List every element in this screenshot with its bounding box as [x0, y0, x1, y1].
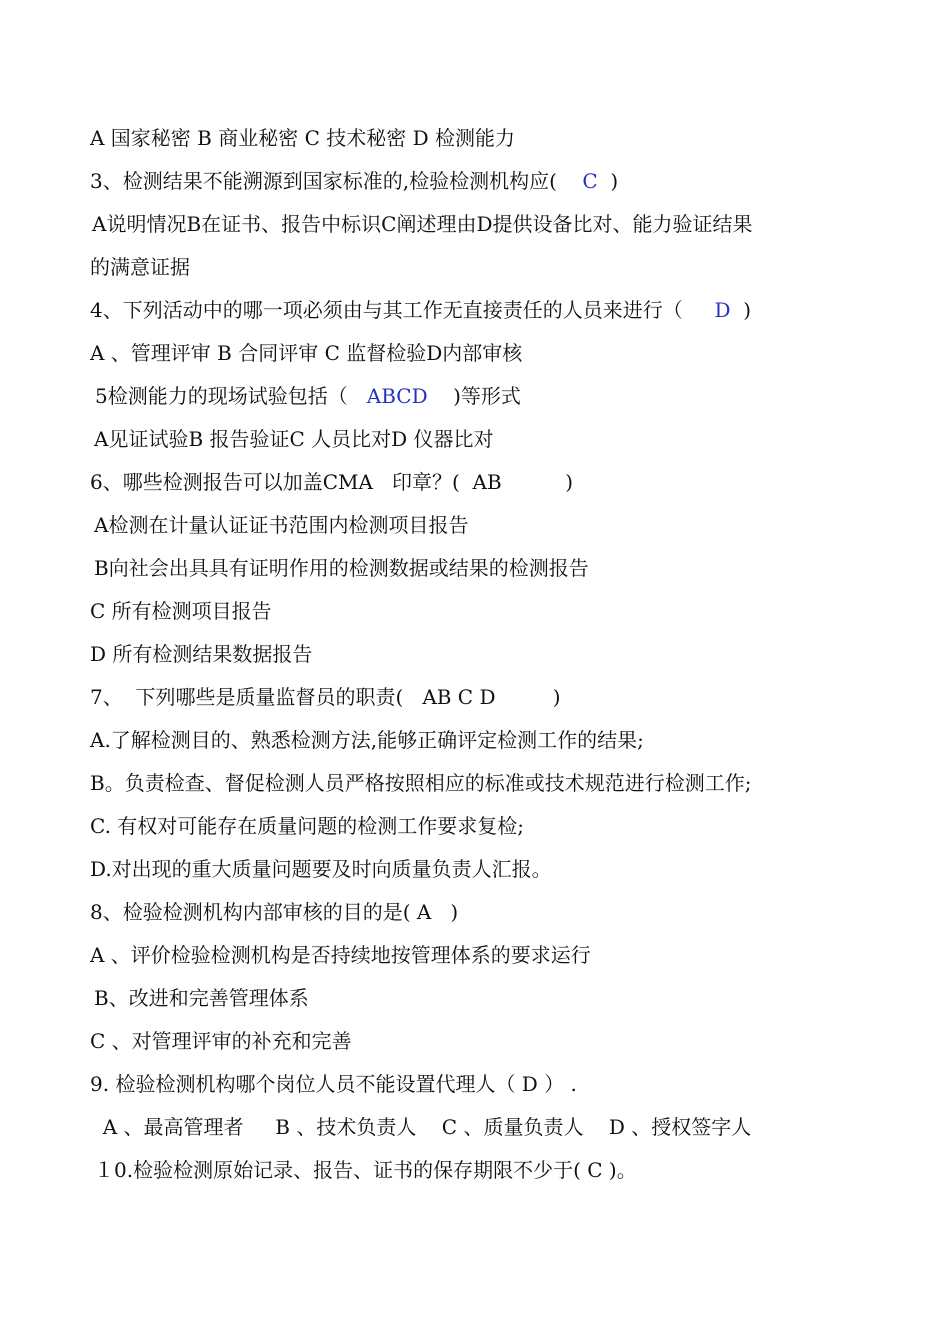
question-3-close: ) [597, 169, 619, 193]
question-4-text: 4、下列活动中的哪一项必须由与其工作无直接责任的人员来进行（ [90, 298, 715, 322]
answer-4: D [714, 298, 731, 322]
option-8a: A 、评价检验检测机构是否持续地按管理体系的要求运行 [90, 943, 591, 967]
option-6a: A检测在计量认证证书范围内检测项目报告 [94, 513, 469, 537]
options-q9: A 、最高管理者 B 、技术负责人 C 、质量负责人 D 、授权签字人 [90, 1115, 752, 1139]
question-4 [90, 296, 751, 324]
options-q2: A 国家秘密 B 商业秘密 C 技术秘密 D 检测能力 [90, 126, 515, 150]
question-10: １0.检验检测原始记录、报告、证书的保存期限不少于( C )。 [94, 1158, 637, 1182]
question-4-close: ) [730, 298, 752, 322]
option-6d: D 所有检测结果数据报告 [90, 642, 313, 666]
question-5-close: )等形式 [427, 384, 521, 408]
option-7c: C. 有权对可能存在质量问题的检测工作要求复检; [90, 814, 525, 838]
question-5 [95, 382, 521, 410]
question-6: 6、哪些检测报告可以加盖CMA 印章？( AB ) [90, 470, 574, 494]
options-q4: A 、管理评审 B 合同评审 C 监督检验D内部审核 [90, 341, 523, 365]
options-q5: A见证试验B 报告验证C 人员比对D 仪器比对 [94, 427, 494, 451]
question-3-text: 3、检测结果不能溯源到国家标准的,检验检测机构应( [90, 169, 583, 193]
question-5-text: 5检测能力的现场试验包括（ [95, 384, 367, 408]
question-9: 9. 检验检测机构哪个岗位人员不能设置代理人（ D ） . [90, 1072, 577, 1096]
option-8b: B、改进和完善管理体系 [94, 986, 309, 1010]
option-6b: B向社会出具具有证明作用的检测数据或结果的检测报告 [94, 556, 589, 580]
option-7d: D.对出现的重大质量问题要及时向质量负责人汇报。 [90, 857, 552, 881]
option-7a: A.了解检测目的、熟悉检测方法,能够正确评定检测工作的结果; [90, 728, 644, 752]
options-q3-line1: A说明情况B在证书、报告中标识C阐述理由D提供设备比对、能力验证结果 [92, 212, 753, 236]
option-6c: C 所有检测项目报告 [90, 599, 272, 623]
answer-3: C [582, 169, 598, 193]
option-8c: C 、对管理评审的补充和完善 [90, 1029, 352, 1053]
options-q3-line2: 的满意证据 [90, 255, 190, 279]
option-7b: B。负责检查、督促检测人员严格按照相应的标准或技术规范进行检测工作; [90, 771, 752, 795]
question-8: 8、检验检测机构内部审核的目的是( A ) [90, 900, 459, 924]
answer-5: ABCD [366, 384, 428, 408]
question-7: 7、 下列哪些是质量监督员的职责( AB C D ) [90, 685, 561, 709]
question-3 [90, 167, 618, 195]
